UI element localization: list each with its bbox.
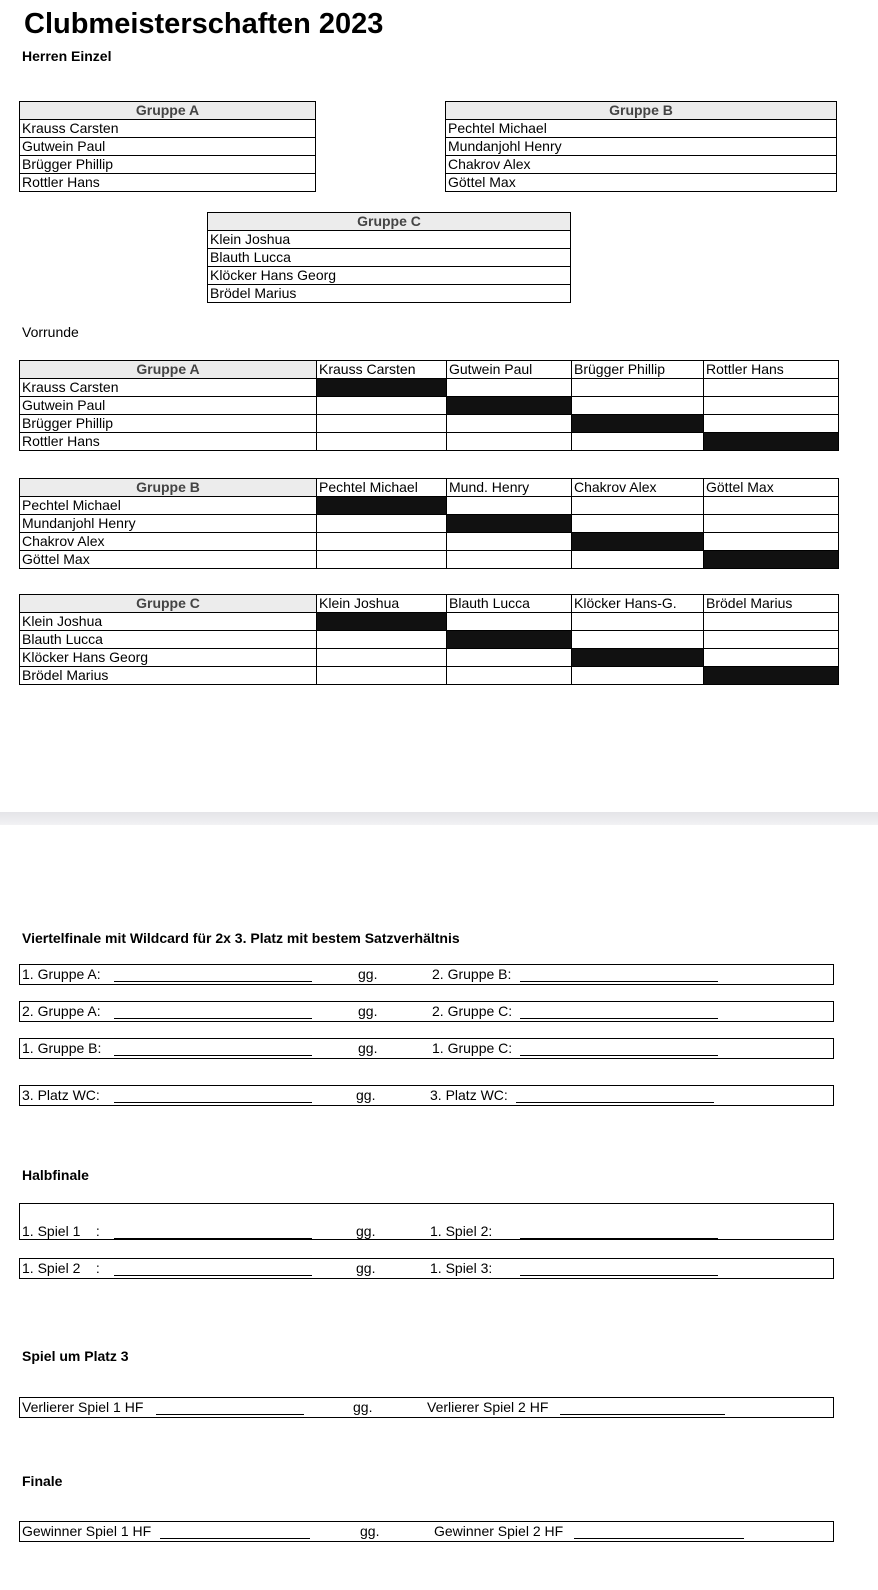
- entry-line[interactable]: [520, 981, 718, 982]
- entry-line[interactable]: [114, 1055, 312, 1056]
- table-row: [20, 415, 839, 433]
- matrix-c-title: Gruppe C: [20, 595, 317, 613]
- match-right-label: 1. Spiel 2:: [430, 1223, 493, 1239]
- halbfinale-label: Halbfinale: [22, 1167, 89, 1183]
- matrix-a-title: Gruppe A: [20, 361, 317, 379]
- matrix-row-head: Pechtel Michael: [20, 497, 317, 515]
- matrix-col-head: Chakrov Alex: [572, 479, 704, 497]
- blocked-cell: [572, 649, 704, 667]
- matrix-col-head: Göttel Max: [704, 479, 839, 497]
- matrix-col-head: Blauth Lucca: [447, 595, 572, 613]
- matrix-row-head: Mundanjohl Henry: [20, 515, 317, 533]
- quarterfinal-match: [19, 1038, 834, 1059]
- match-vs: gg.: [356, 1260, 376, 1276]
- table-row: [20, 667, 839, 685]
- vorrunde-label: Vorrunde: [22, 324, 79, 340]
- matrix-col-head: Rottler Hans: [704, 361, 839, 379]
- match-vs: gg.: [353, 1399, 373, 1415]
- result-cell[interactable]: [447, 649, 572, 667]
- table-row: [20, 515, 839, 533]
- group-c-list: [207, 212, 571, 303]
- result-cell[interactable]: [704, 497, 839, 515]
- result-cell[interactable]: [317, 397, 447, 415]
- list-item: Mundanjohl Henry: [446, 138, 837, 156]
- result-cell[interactable]: [317, 533, 447, 551]
- match-vs: gg.: [358, 1040, 378, 1056]
- result-cell[interactable]: [447, 613, 572, 631]
- list-item: Brügger Phillip: [20, 156, 316, 174]
- list-item: Brödel Marius: [208, 285, 571, 303]
- result-cell[interactable]: [447, 533, 572, 551]
- match-right-label: 2. Gruppe B:: [432, 966, 512, 982]
- result-cell[interactable]: [572, 379, 704, 397]
- entry-line[interactable]: [520, 1055, 718, 1056]
- match-left-label: Gewinner Spiel 1 HF: [22, 1523, 152, 1539]
- matrix-group-b: [19, 478, 839, 569]
- match-vs: gg.: [356, 1223, 376, 1239]
- match-left-label: 2. Gruppe A:: [22, 1003, 101, 1019]
- matrix-row-head: Chakrov Alex: [20, 533, 317, 551]
- list-item: Chakrov Alex: [446, 156, 837, 174]
- result-cell[interactable]: [704, 649, 839, 667]
- result-cell[interactable]: [447, 667, 572, 685]
- list-item: Rottler Hans: [20, 174, 316, 192]
- result-cell[interactable]: [447, 415, 572, 433]
- matrix-col-head: Brügger Phillip: [572, 361, 704, 379]
- matrix-col-head: Gutwein Paul: [447, 361, 572, 379]
- list-item: Göttel Max: [446, 174, 837, 192]
- match-vs: gg.: [360, 1523, 380, 1539]
- matrix-row-head: Gutwein Paul: [20, 397, 317, 415]
- blocked-cell: [572, 533, 704, 551]
- result-cell[interactable]: [317, 515, 447, 533]
- matrix-col-head: Klein Joshua: [317, 595, 447, 613]
- blocked-cell: [317, 613, 447, 631]
- result-cell[interactable]: [572, 397, 704, 415]
- match-left-label: Verlierer Spiel 1 HF: [22, 1399, 144, 1415]
- matrix-row-head: Brödel Marius: [20, 667, 317, 685]
- entry-line[interactable]: [114, 1102, 312, 1103]
- matrix-b-title: Gruppe B: [20, 479, 317, 497]
- result-cell[interactable]: [704, 613, 839, 631]
- matrix-col-head: Mund. Henry: [447, 479, 572, 497]
- table-row: [20, 551, 839, 569]
- blocked-cell: [317, 497, 447, 515]
- result-cell[interactable]: [704, 631, 839, 649]
- table-row: [20, 497, 839, 515]
- result-cell[interactable]: [317, 433, 447, 451]
- result-cell[interactable]: [572, 515, 704, 533]
- list-item: Pechtel Michael: [446, 120, 837, 138]
- matrix-row-head: Krauss Carsten: [20, 379, 317, 397]
- result-cell[interactable]: [572, 667, 704, 685]
- entry-line[interactable]: [520, 1018, 718, 1019]
- match-left-label: 1. Gruppe B:: [22, 1040, 102, 1056]
- finale-label: Finale: [22, 1473, 63, 1489]
- group-a-title: Gruppe A: [20, 102, 316, 120]
- platz3-label: Spiel um Platz 3: [22, 1348, 129, 1364]
- result-cell[interactable]: [572, 433, 704, 451]
- entry-line[interactable]: [516, 1102, 714, 1103]
- matrix-row-head: Klein Joshua: [20, 613, 317, 631]
- result-cell[interactable]: [447, 433, 572, 451]
- entry-line[interactable]: [114, 981, 312, 982]
- match-right-label: 1. Gruppe C:: [432, 1040, 513, 1056]
- match-vs: gg.: [358, 966, 378, 982]
- final-match: [19, 1521, 834, 1542]
- entry-line[interactable]: [560, 1414, 725, 1415]
- table-row: [20, 631, 839, 649]
- match-right-label: Verlierer Spiel 2 HF: [427, 1399, 549, 1415]
- matrix-col-head: Brödel Marius: [704, 595, 839, 613]
- matrix-col-head: Pechtel Michael: [317, 479, 447, 497]
- match-vs: gg.: [356, 1087, 376, 1103]
- entry-line[interactable]: [114, 1018, 312, 1019]
- list-item: Krauss Carsten: [20, 120, 316, 138]
- match-right-label: Gewinner Spiel 2 HF: [434, 1523, 564, 1539]
- page-separator: [0, 812, 878, 825]
- quarterfinal-match: [19, 1085, 834, 1106]
- match-left-label: 1. Gruppe A:: [22, 966, 101, 982]
- semifinal-match: [19, 1203, 834, 1240]
- matrix-row-head: Klöcker Hans Georg: [20, 649, 317, 667]
- group-a-list: [19, 101, 316, 192]
- result-cell[interactable]: [317, 551, 447, 569]
- result-cell[interactable]: [572, 551, 704, 569]
- viertelfinale-label: Viertelfinale mit Wildcard für 2x 3. Platz mit bestem Satzverhältnis: [22, 930, 460, 946]
- quarterfinal-match: [19, 1001, 834, 1022]
- list-item: Klöcker Hans Georg: [208, 267, 571, 285]
- match-right-label: 2. Gruppe C:: [432, 1003, 513, 1019]
- list-item: Gutwein Paul: [20, 138, 316, 156]
- result-cell[interactable]: [572, 497, 704, 515]
- blocked-cell: [572, 415, 704, 433]
- result-cell[interactable]: [447, 379, 572, 397]
- matrix-row-head: Rottler Hans: [20, 433, 317, 451]
- third-place-match: [19, 1397, 834, 1418]
- matrix-col-head: Klöcker Hans-G.: [572, 595, 704, 613]
- matrix-row-head: Blauth Lucca: [20, 631, 317, 649]
- quarterfinal-match: [19, 964, 834, 985]
- entry-line[interactable]: [160, 1538, 310, 1539]
- table-row: [20, 533, 839, 551]
- blocked-cell: [704, 667, 839, 685]
- list-item: Blauth Lucca: [208, 249, 571, 267]
- match-right-label: 1. Spiel 3:: [430, 1260, 493, 1276]
- blocked-cell: [447, 631, 572, 649]
- blocked-cell: [704, 433, 839, 451]
- result-cell[interactable]: [704, 533, 839, 551]
- entry-line[interactable]: [114, 1238, 312, 1239]
- result-cell[interactable]: [572, 631, 704, 649]
- result-cell[interactable]: [447, 551, 572, 569]
- result-cell[interactable]: [317, 415, 447, 433]
- semifinal-match: [19, 1258, 834, 1279]
- result-cell[interactable]: [704, 415, 839, 433]
- entry-line[interactable]: [574, 1538, 744, 1539]
- matrix-group-a: [19, 360, 839, 451]
- blocked-cell: [447, 515, 572, 533]
- table-row: [20, 379, 839, 397]
- result-cell[interactable]: [317, 649, 447, 667]
- list-item: Klein Joshua: [208, 231, 571, 249]
- entry-line[interactable]: [520, 1275, 718, 1276]
- result-cell[interactable]: [317, 667, 447, 685]
- result-cell[interactable]: [572, 613, 704, 631]
- match-left-label: 1. Spiel 1 :: [22, 1223, 100, 1239]
- match-left-label: 3. Platz WC:: [22, 1087, 100, 1103]
- blocked-cell: [317, 379, 447, 397]
- table-row: [20, 613, 839, 631]
- match-vs: gg.: [358, 1003, 378, 1019]
- table-row: [20, 649, 839, 667]
- group-b-list: [445, 101, 837, 192]
- match-right-label: 3. Platz WC:: [430, 1087, 508, 1103]
- matrix-col-head: Krauss Carsten: [317, 361, 447, 379]
- matrix-group-c: [19, 594, 839, 685]
- entry-line[interactable]: [520, 1238, 718, 1239]
- result-cell[interactable]: [317, 631, 447, 649]
- group-c-title: Gruppe C: [208, 213, 571, 231]
- group-b-title: Gruppe B: [446, 102, 837, 120]
- result-cell[interactable]: [704, 397, 839, 415]
- result-cell[interactable]: [704, 515, 839, 533]
- match-left-label: 1. Spiel 2 :: [22, 1260, 100, 1276]
- page-subtitle: Herren Einzel: [22, 48, 112, 64]
- blocked-cell: [447, 397, 572, 415]
- table-row: [20, 433, 839, 451]
- table-row: [20, 397, 839, 415]
- matrix-row-head: Göttel Max: [20, 551, 317, 569]
- result-cell[interactable]: [704, 379, 839, 397]
- matrix-row-head: Brügger Phillip: [20, 415, 317, 433]
- entry-line[interactable]: [156, 1414, 304, 1415]
- blocked-cell: [704, 551, 839, 569]
- page-title: Clubmeisterschaften 2023: [24, 8, 384, 40]
- result-cell[interactable]: [447, 497, 572, 515]
- entry-line[interactable]: [114, 1275, 312, 1276]
